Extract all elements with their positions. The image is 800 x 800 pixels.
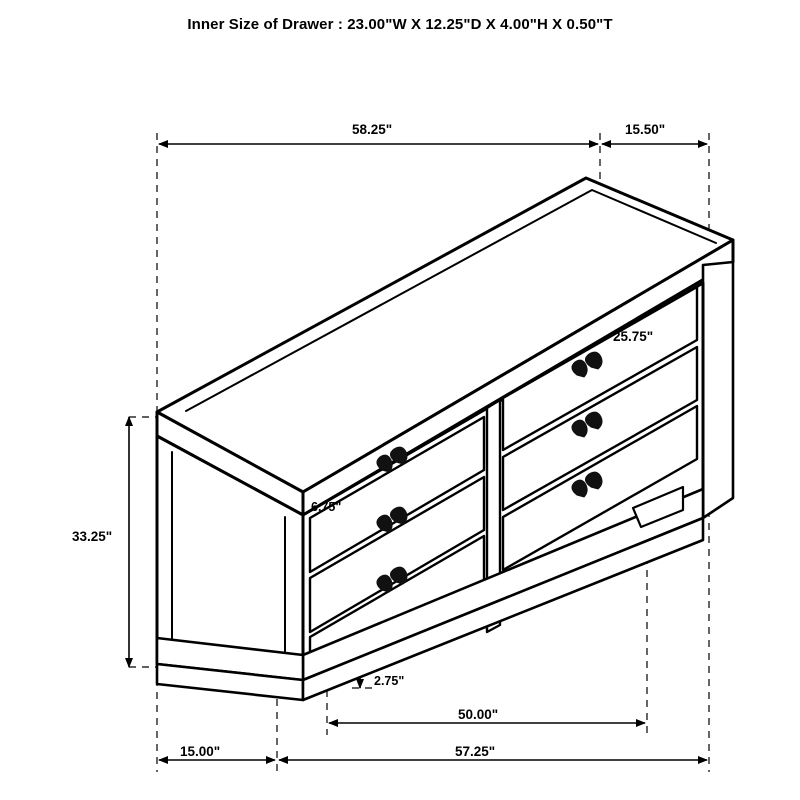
dimension-label-drawer-depth-diagonal: 25.75" — [613, 329, 654, 344]
dimension-label-bottom-width-total: 57.25" — [455, 744, 496, 759]
page-title: Inner Size of Drawer : 23.00"W X 12.25"D X 4.00"H X 0.50"T — [187, 16, 613, 33]
dimension-label-top-width-main: 58.25" — [352, 122, 393, 137]
dimension-label-bottom-width-inner: 50.00" — [458, 707, 499, 722]
dimension-label-drawer-face-height: 6.75" — [311, 500, 342, 514]
dimension-label-top-width-side: 15.50" — [625, 122, 666, 137]
dimension-label-base-height: 2.75" — [374, 674, 405, 688]
dresser-illustration — [157, 178, 733, 700]
dimension-label-bottom-depth-left: 15.00" — [180, 744, 221, 759]
dresser-right-side-panel — [703, 262, 733, 518]
dimension-label-overall-height: 33.25" — [72, 529, 113, 544]
